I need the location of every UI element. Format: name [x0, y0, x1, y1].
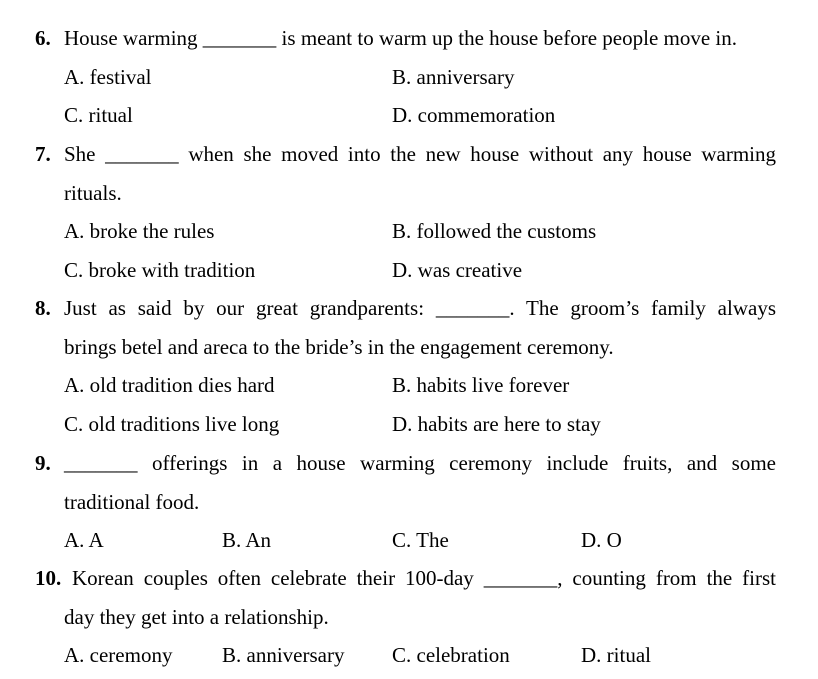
option-a[interactable]: A. old tradition dies hard	[64, 373, 275, 397]
options-row	[35, 255, 776, 294]
question-stem-continued	[35, 332, 776, 371]
question-number: 7.	[35, 142, 51, 166]
question-6	[35, 23, 776, 139]
question-text-line-1: She _______ when she moved into the new house without any house warming	[64, 142, 776, 166]
question-text-line-1: House warming _______ is meant to warm up the house before people move in.	[64, 26, 738, 50]
options-row	[35, 525, 776, 564]
question-number: 9.	[35, 451, 51, 475]
question-text-line-1: _______ offerings in a house warming ceremony include fruits, and some	[64, 451, 776, 475]
question-stem	[35, 293, 776, 332]
question-stem	[35, 563, 776, 602]
option-b[interactable]: B. anniversary	[392, 64, 515, 89]
question-text-line-1: Korean couples often celebrate their 100-day _______, counting from the first	[72, 566, 776, 590]
question-7	[35, 139, 776, 293]
options-row	[35, 216, 776, 255]
options-row	[35, 409, 776, 448]
option-a[interactable]: A. A	[64, 528, 104, 552]
option-d[interactable]: D. habits are here to stay	[392, 411, 601, 436]
option-b[interactable]: B. followed the customs	[392, 219, 597, 243]
options-row	[35, 62, 776, 101]
option-b[interactable]: B. An	[222, 528, 272, 552]
question-stem-continued	[35, 178, 776, 217]
option-c[interactable]: C. broke with tradition	[64, 257, 256, 282]
question-text-line-2: rituals.	[64, 180, 122, 205]
option-c[interactable]: C. celebration	[392, 643, 510, 667]
option-c[interactable]: C. ritual	[64, 103, 133, 127]
option-b[interactable]: B. habits live forever	[392, 373, 570, 397]
question-text-line-2: day they get into a relationship.	[64, 604, 329, 629]
question-text-line-2: brings betel and areca to the bride’s in the engagement ceremony.	[64, 334, 614, 359]
option-d[interactable]: D. O	[581, 528, 622, 552]
option-a[interactable]: A. broke the rules	[64, 219, 215, 243]
option-a[interactable]: A. festival	[64, 64, 152, 89]
question-text-line-1: Just as said by our great grandparents: _______. The groom’s family always	[64, 296, 776, 320]
question-stem-continued	[35, 487, 776, 526]
option-d[interactable]: D. commemoration	[392, 103, 556, 127]
question-stem-continued	[35, 602, 776, 641]
option-d[interactable]: D. ritual	[581, 643, 651, 667]
question-stem	[35, 23, 776, 62]
question-9	[35, 448, 776, 564]
option-c[interactable]: C. old traditions live long	[64, 411, 280, 436]
option-a[interactable]: A. ceremony	[64, 643, 173, 667]
question-8	[35, 293, 776, 447]
question-10	[35, 563, 776, 679]
question-number: 6.	[35, 26, 51, 50]
options-row	[35, 100, 776, 139]
question-number: 8.	[35, 296, 51, 320]
question-number: 10.	[35, 566, 62, 590]
question-stem	[35, 448, 776, 487]
options-row	[35, 370, 776, 409]
option-d[interactable]: D. was creative	[392, 257, 523, 282]
options-row	[35, 640, 776, 679]
question-stem	[35, 139, 776, 178]
question-text-line-2: traditional food.	[64, 489, 200, 514]
option-c[interactable]: C. The	[392, 528, 449, 552]
option-b[interactable]: B. anniversary	[222, 643, 345, 667]
